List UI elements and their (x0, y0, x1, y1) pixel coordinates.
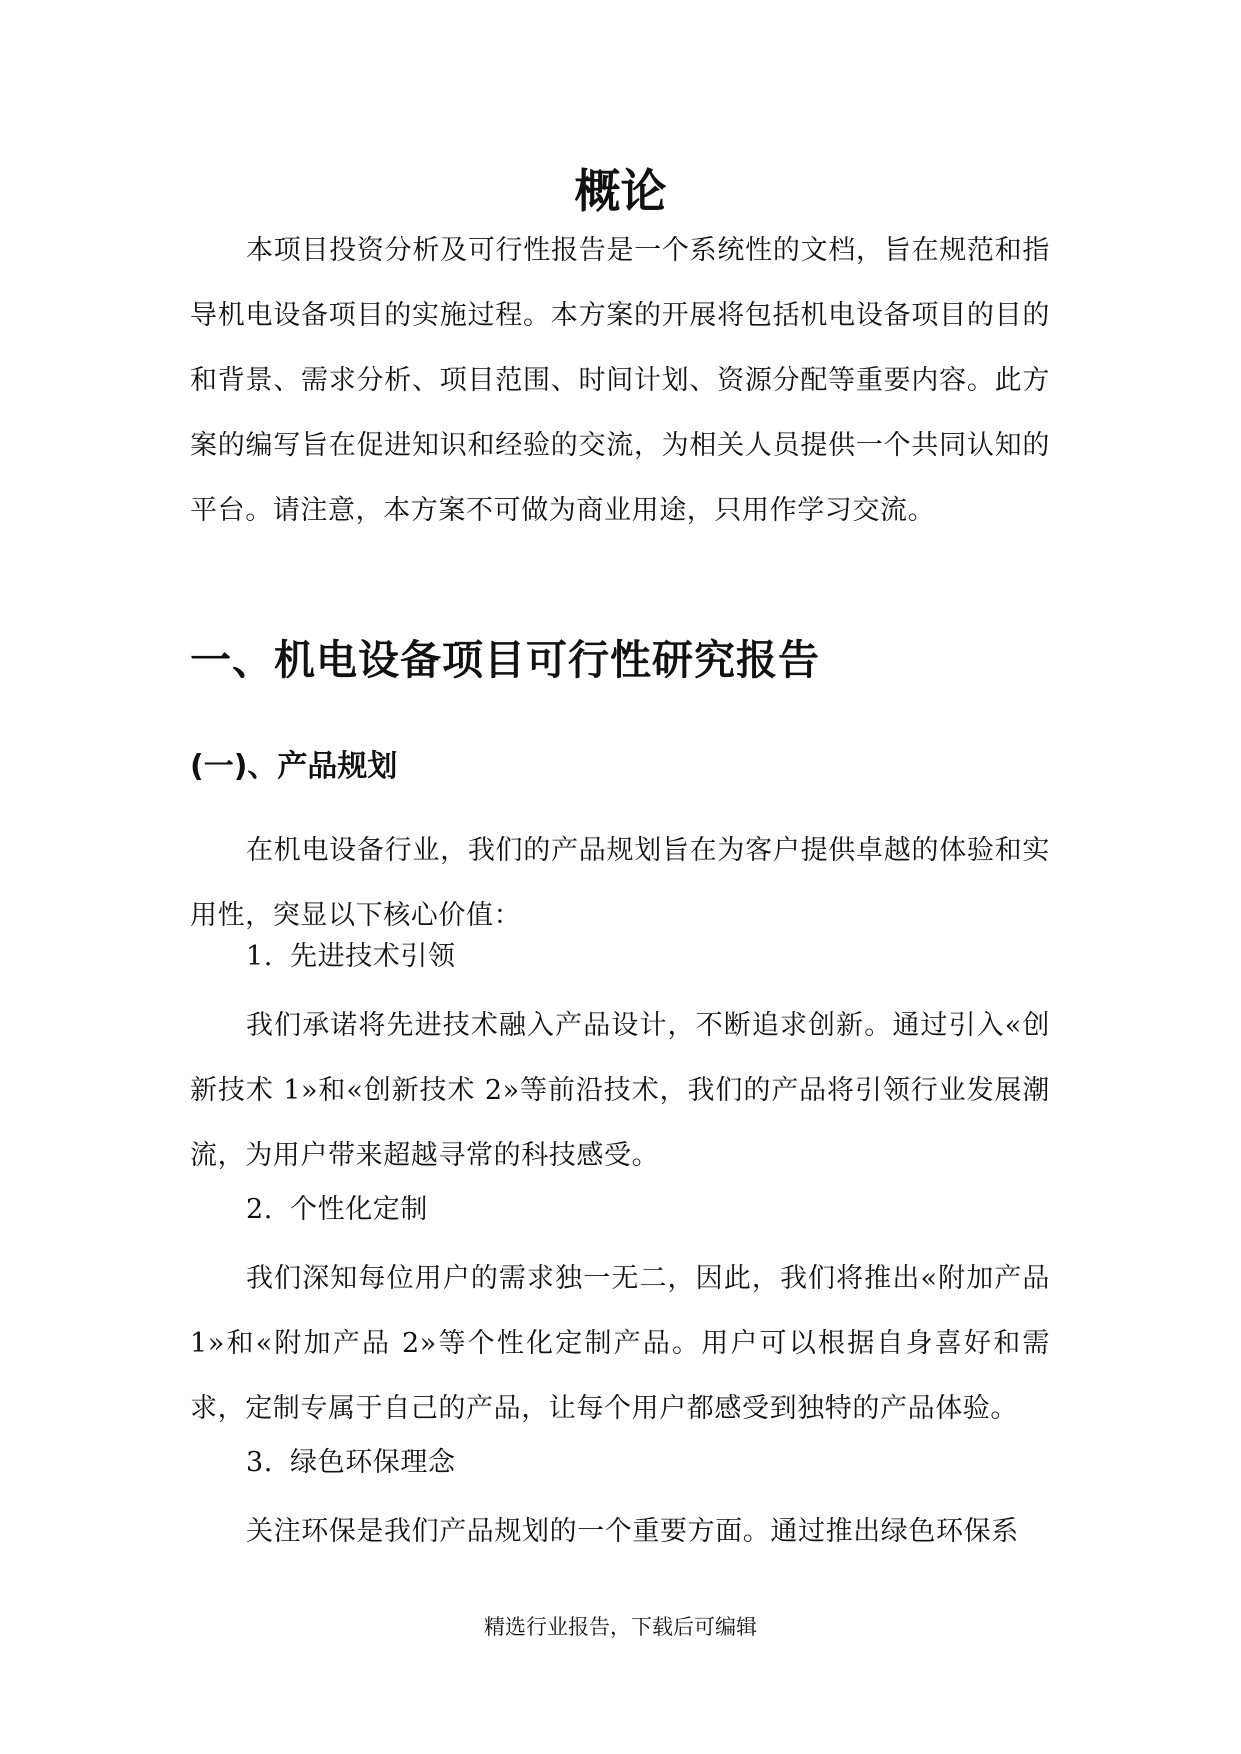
list-title: 先进技术引领 (290, 941, 456, 972)
list-number: 3. (246, 1447, 273, 1478)
list-title: 个性化定制 (290, 1194, 428, 1225)
list-item-1-title (246, 935, 456, 979)
section-heading: 一、机电设备项目可行性研究报告 (190, 636, 820, 684)
intro-paragraph: 本项目投资分析及可行性报告是一个系统性的文档，旨在规范和指导机电设备项目的实施过程。本方案的开展将包括机电设备项目的目的和背景、需求分析、项目范围、时间计划、资源分配等重要内容。此方案的编写旨在促进知识和经验的交流，为相关人员提供一个共同认知的平台。请注意，本方案不可做为商业用途，只用作学习交流。 (190, 235, 1050, 526)
list-item-2-body: 我们深知每位用户的需求独一无二，因此，我们将推出«附加产品 1»和«附加产品 2»等个性化定制产品。用户可以根据自身喜好和需求，定制专属于自己的产品，让每个用户都感受到独特的产品体验。 (190, 1263, 1050, 1424)
document-title: 概论 (574, 164, 667, 218)
list-item-2-title (246, 1188, 428, 1232)
list-item-3-title (246, 1441, 456, 1485)
list-title: 绿色环保理念 (290, 1447, 456, 1478)
list-number: 2. (246, 1194, 273, 1225)
list-number: 1. (246, 941, 273, 972)
subsection-heading: (一)、产品规划 (190, 749, 398, 784)
list-item-1-body: 我们承诺将先进技术融入产品设计，不断追求创新。通过引入«创新技术 1»和«创新技术 2»等前沿技术，我们的产品将引领行业发展潮流，为用户带来超越寻常的科技感受。 (190, 1010, 1050, 1171)
list-item-3-body: 关注环保是我们产品规划的一个重要方面。通过推出绿色环保系 (246, 1516, 1019, 1547)
page-footer: 精选行业报告，下载后可编辑 (484, 1615, 757, 1639)
subsection-lead-paragraph: 在机电设备行业，我们的产品规划旨在为客户提供卓越的体验和实用性，突显以下核心价值： (190, 835, 1050, 931)
